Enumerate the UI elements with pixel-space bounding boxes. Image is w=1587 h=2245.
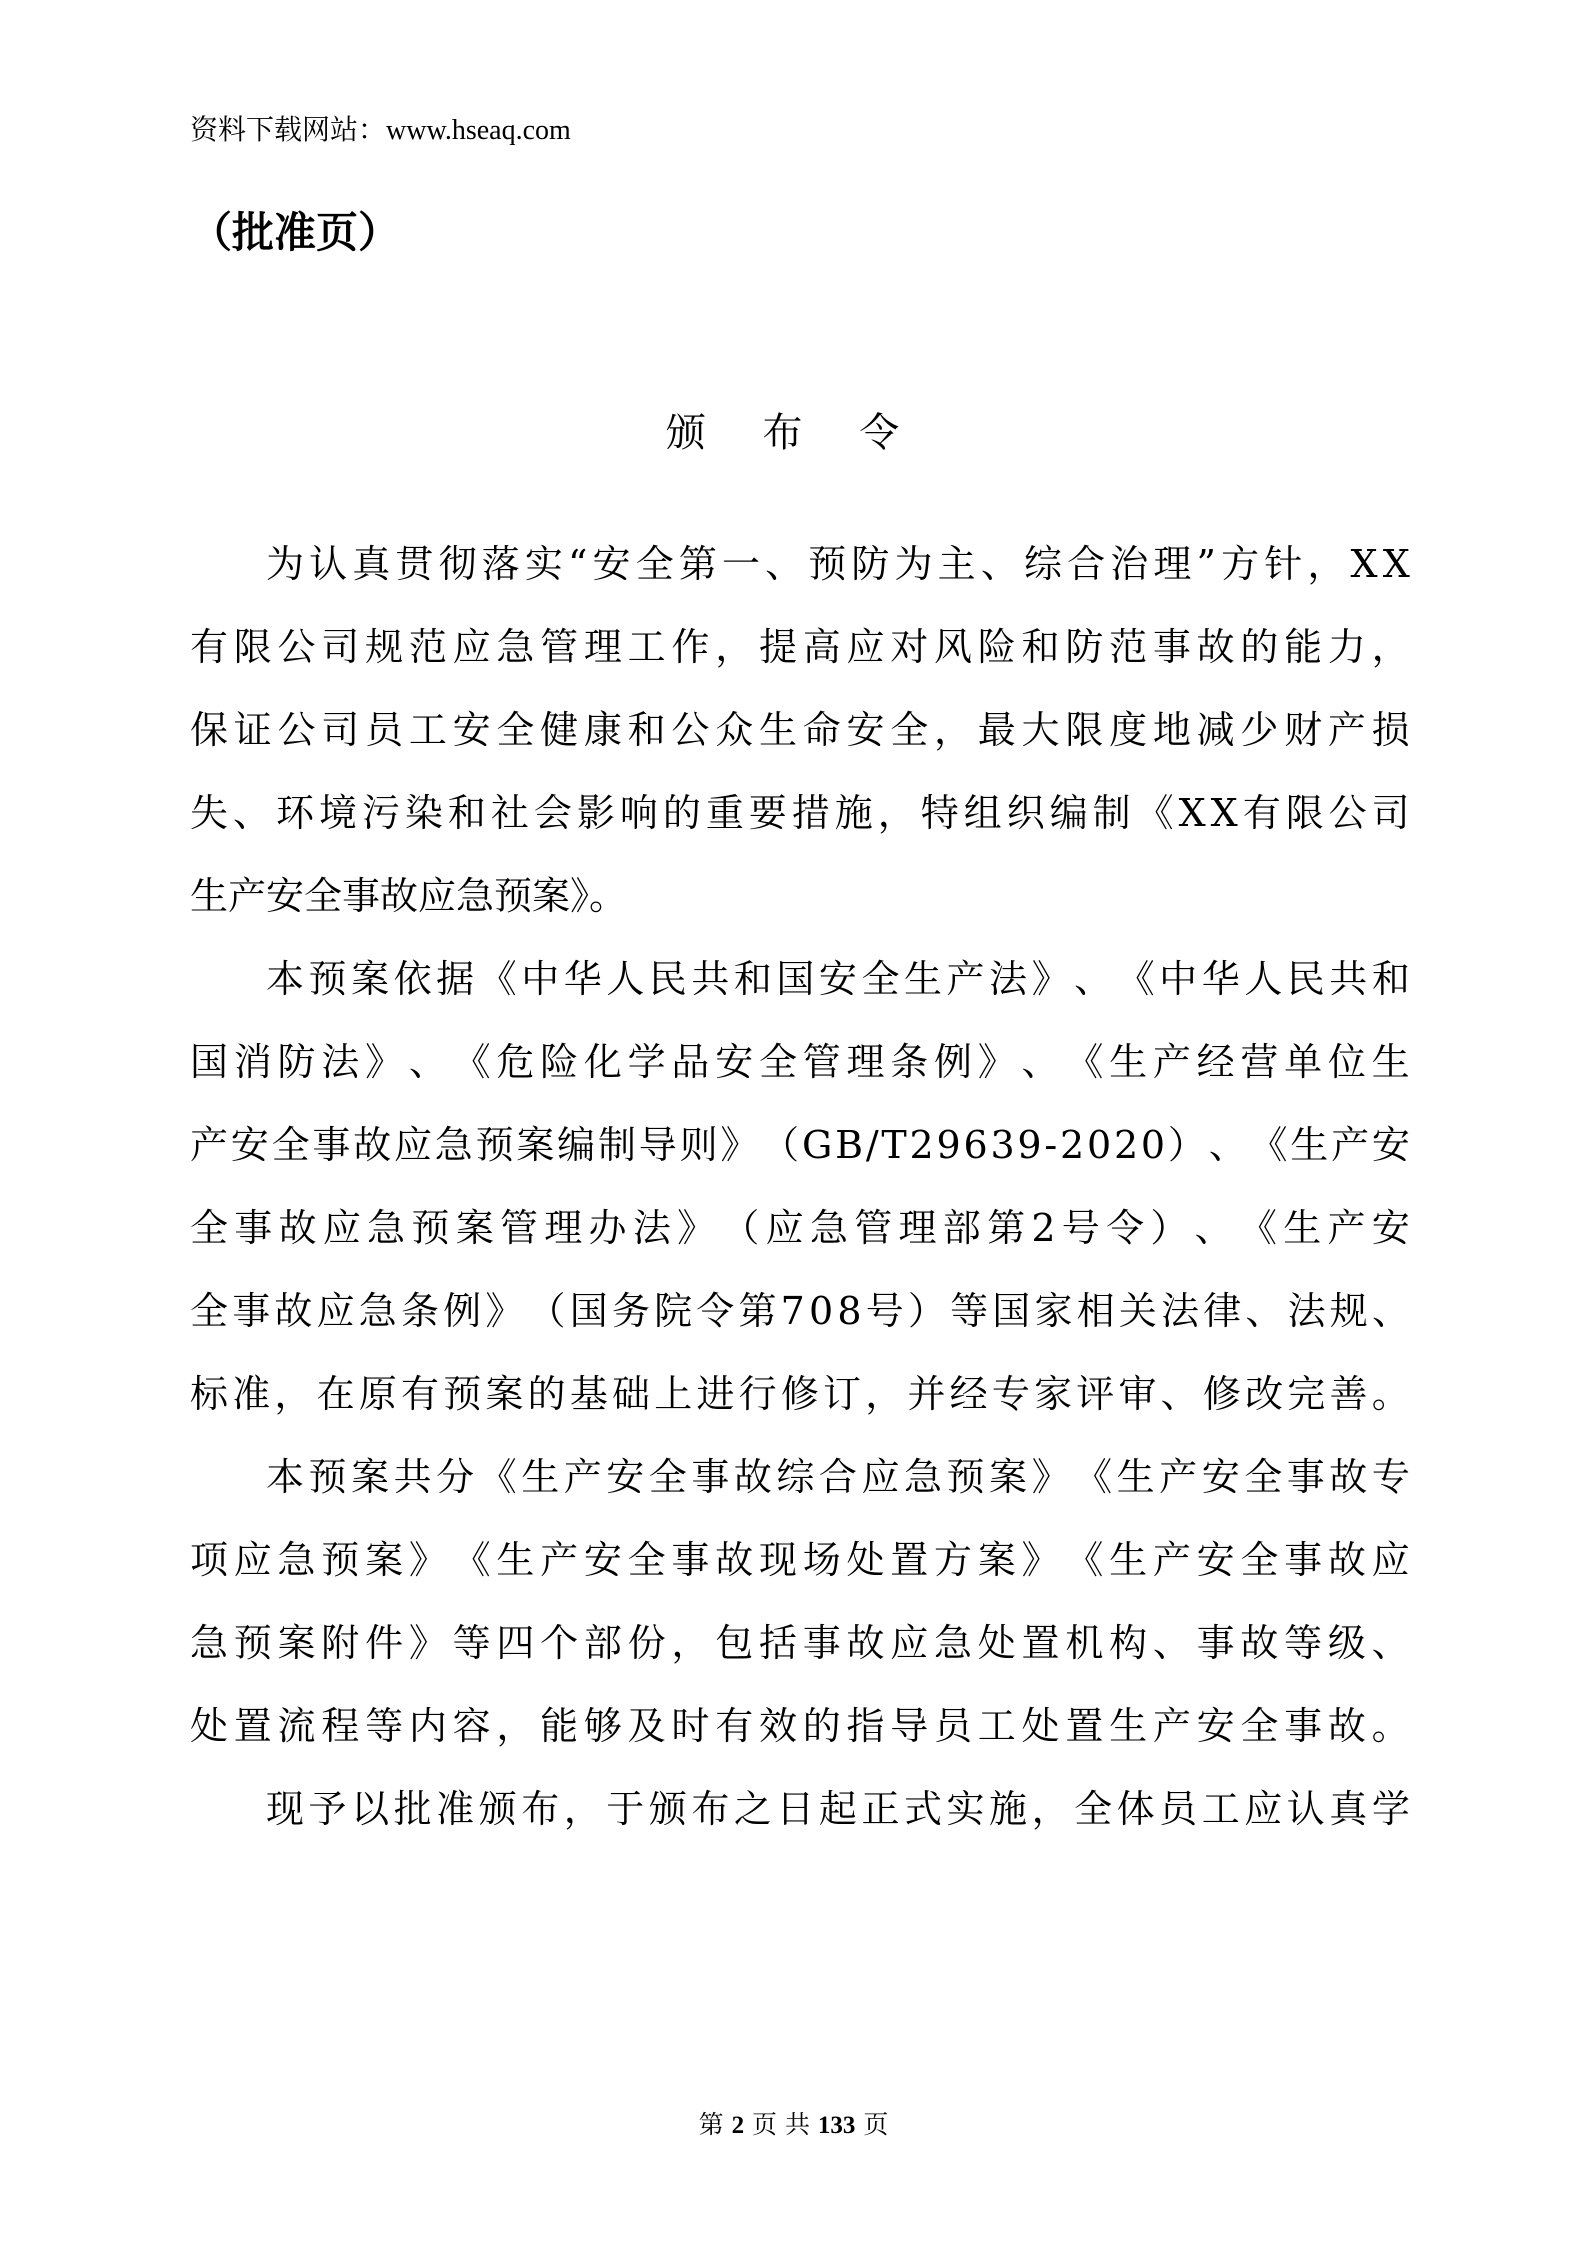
paragraph-line: 失 、 环 境 污 染 和 社 会 影 响 的 重 要 措 施 ， 特 组 织 编 制 《 X X 有 限 公 司: [190, 791, 1410, 835]
site-url: www.hseaq.com: [386, 115, 571, 146]
footer-suffix: 页: [863, 2110, 889, 2139]
paragraph-line: 为 认 真 贯 彻 落 实 “ 安 全 第 一 、 预 防 为 主 、 综 合 治 理 ” 方 针 ， X X: [266, 542, 1410, 586]
footer-page-number: 2: [731, 2112, 745, 2139]
footer-prefix: 第: [698, 2110, 724, 2139]
paragraph-line: 保 证 公 司 员 工 安 全 健 康 和 公 众 生 命 安 全 ， 最 大 限 度 地 减 少 财 产 损: [190, 708, 1410, 752]
body-text: [190, 535, 1410, 1863]
paragraph-line: 标 准 ， 在 原 有 预 案 的 基 础 上 进 行 修 订 ， 并 经 专 家 评 审 、 修 改 完 善 。: [190, 1372, 1410, 1416]
approval-page-label: （批准页）: [190, 208, 401, 257]
paragraph-line: 本 预 案 依 据 《 中 华 人 民 共 和 国 安 全 生 产 法 》 、 《 中 华 人 民 共 和: [266, 957, 1410, 1001]
paragraph-line: 国 消 防 法 》 、 《 危 险 化 学 品 安 全 管 理 条 例 》 、 《 生 产 经 营 单 位 生: [190, 1040, 1410, 1084]
paragraph-line: 有 限 公 司 规 范 应 急 管 理 工 作 ， 提 高 应 对 风 险 和 防 范 事 故 的 能 力 ，: [190, 625, 1410, 669]
paragraph-line: 本 预 案 共 分 《 生 产 安 全 事 故 综 合 应 急 预 案 》 《 生 产 安 全 事 故 专: [266, 1455, 1410, 1499]
paragraph-line: 急 预 案 附 件 》 等 四 个 部 份 ， 包 括 事 故 应 急 处 置 机 构 、 事 故 等 级 、: [190, 1621, 1410, 1665]
footer-middle: 页 共: [752, 2110, 810, 2139]
paragraph-line: 现 予 以 批 准 颁 布 ， 于 颁 布 之 日 起 正 式 实 施 ， 全 体 员 工 应 认 真 学: [266, 1787, 1410, 1831]
paragraph-line: 处 置 流 程 等 内 容 ， 能 够 及 时 有 效 的 指 导 员 工 处 置 生 产 安 全 事 故 。: [190, 1704, 1410, 1748]
site-header: [190, 110, 571, 151]
footer-total-pages: 133: [817, 2112, 856, 2139]
paragraph-line: 全 事 故 应 急 预 案 管 理 办 法 》 （ 应 急 管 理 部 第 2 号 令 ） 、 《 生 产 安: [190, 1206, 1410, 1250]
page-title: 颁 布 令: [665, 410, 922, 456]
paragraph-line: 生产安全事故应急预案》。: [190, 874, 628, 918]
site-label: 资料下载网站：: [190, 113, 387, 146]
paragraph-line: 全 事 故 应 急 条 例 》 （ 国 务 院 令 第 7 0 8 号 ） 等 国 家 相 关 法 律 、 法 规 、: [190, 1289, 1410, 1333]
paragraph-line: 产 安 全 事 故 应 急 预 案 编 制 导 则 》 （ G B / T 2 9 6 3 9 - 2 0 2 0 ） 、 《 生 产 安: [190, 1123, 1410, 1167]
paragraph-line: 项 应 急 预 案 》 《 生 产 安 全 事 故 现 场 处 置 方 案 》 《 生 产 安 全 事 故 应: [190, 1538, 1410, 1582]
page-footer: [0, 2108, 1587, 2143]
